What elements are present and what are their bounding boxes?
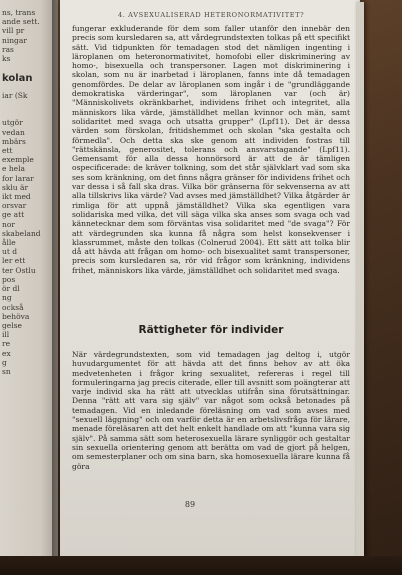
table-surface	[0, 556, 402, 575]
left-page-line: orsvar	[2, 201, 27, 211]
left-page-line: ande sett.	[2, 17, 40, 27]
left-page-line: ks	[2, 54, 11, 64]
left-page-line: ras	[2, 44, 14, 54]
running-head: 4. AVSEXUALISERAD HETERONORMATIVITET?	[118, 11, 305, 19]
left-page-line: e hela	[2, 164, 25, 174]
left-page-line: vedan	[2, 127, 25, 137]
left-page-line	[2, 63, 56, 72]
left-page-heading: kolan	[2, 73, 33, 84]
body-text-top	[72, 24, 350, 275]
left-page-line: också	[2, 302, 24, 312]
left-page-text	[2, 8, 56, 376]
left-page-line: ningar	[2, 35, 27, 45]
left-page-line: vill pr	[2, 26, 25, 36]
page-number: 89	[184, 500, 196, 509]
left-page-line: exemple	[2, 155, 34, 165]
left-page-line: ex	[2, 348, 11, 358]
left-page-line: sklu är	[2, 182, 29, 192]
left-page-line: ålle	[2, 238, 16, 248]
left-page-line: gelse	[2, 320, 22, 330]
left-page-line: ter Ostlu	[2, 265, 36, 275]
left-page-line: utgör	[2, 118, 23, 128]
left-page-line: skabeland	[2, 228, 41, 238]
paragraph-1: fungerar exkluderande för dem som faller utanför den innebär den precis som kursledaren sa, att vårdegrundstexten tolkas på ett specifikt sätt. Vid tidpunkten för temadagen stod det nämligen ingenting i läroplanen om heteronormativitet, homofobi eller diskriminering av homo-, bisexuella och transpersoner. Lagen mot diskriminering i skolan, som nu är inarbetad i läroplanen, fanns inte då temadagen genomfördes. De delar av läroplanen som ingår i de "grundläggande demokratiska värderingar", som läroplanen var (och är) "Människolivets okränkbarhet, individens frihet och integritet, alla människors lika värde, jämställdhet mellan kvinnor och män, samt solidaritet med svaga och utsatta grupper" (Lpf11). Det är dessa värden som förskolan, fritidshemmet och skolan "ska gestalta och förmedla". Och detta ska ske genom att individen fostras till "rättskänsla, generositet, tolerans och ansvarstagande" (Lpf11). Gemensamt för alla dessa honnörsord är att de är tämligen ospecificerade: de kräver tolkning, som det står självklart vad som ska ses som kränkning, om det finns några gränser för individens frihet och var dessa i så fall ska dras. Vilka bör gränserna för sekvenserna av att alla tillskrivs lika värde? Vad avses med jämställdhet? Vilka åtgärder är rimliga för att uppnå jämställdhet? Vilka ska egentligen vara solidariska med vilka, det vill säga vilka ska anses som svaga och vad kännetecknar dem som förväntas visa solidaritet med "de svaga"? För att värdegrunden ska kunna få några som helst konsekvenser i klassrummet, måste den tolkas (Colnerud 2004). Ett sätt att tolka blir då att hävda att frågan om homo- och bisexualitet samt transpersoner, precis som kursledaren sa, rör vid frågor som kränkning, individens frihet, människors lika värde, jämställdhet och solidaritet med svaga.	[72, 24, 350, 275]
left-page-line: for larar	[2, 173, 34, 183]
left-page-line: sn	[2, 366, 11, 376]
left-page-line: ikt med	[2, 192, 31, 202]
body-text-bottom	[72, 350, 350, 471]
left-page-line: mbärs	[2, 136, 26, 146]
left-page-line: re	[2, 339, 11, 349]
left-page-line: nor	[2, 219, 15, 229]
left-page-line	[2, 109, 56, 118]
paragraph-2: När värdegrundstexten, som vid temadagen jag deltog i, utgör huvudargumentet för att hävda att det finns behov av att öka medvetenheten i frågor kring sexualitet, refereras i regel till formuleringarna jag precis citerade, eller till avsnitt som poängterar att varje individ ska ha rätt att utvecklas utifrån sina förutsättningar. Denna "rätt att vara sig själv" var något som också betonades på temadagen. Vid en inledande föreläsning om vad som avses med "sexuell läggning" och om varför detta är en arbetslivsfråga för lärare, menade föreläsaren att det helt enkelt handlade om att "kunna vara sig själv". På samma sätt som heterosexuella lärare synliggör och gestaltar sin sexuella orientering genom att berätta om vad de gjort på helgen, om semesterplaner och om sina barn, ska homosexuella lärare kunna få göra	[72, 350, 350, 471]
left-page-line: iar (Sk	[2, 90, 28, 100]
left-page-line: ill	[2, 330, 10, 340]
left-page-line: pos	[2, 274, 16, 284]
left-page-line: behöva	[2, 311, 30, 321]
section-heading: Rättigheter för individer	[138, 324, 284, 336]
left-page-line: ut d	[2, 247, 18, 257]
left-page	[0, 0, 58, 575]
left-page-line: ng	[2, 293, 12, 303]
left-page-line: ns, trans	[2, 8, 36, 17]
page-edge	[356, 2, 364, 558]
left-page-line: g	[2, 357, 7, 367]
left-page-line: ör dl	[2, 284, 20, 294]
left-page-line: ge att	[2, 210, 25, 220]
left-page-line: ett	[2, 146, 13, 156]
left-page-line: ler ett	[2, 256, 26, 266]
left-page-line	[2, 100, 56, 109]
